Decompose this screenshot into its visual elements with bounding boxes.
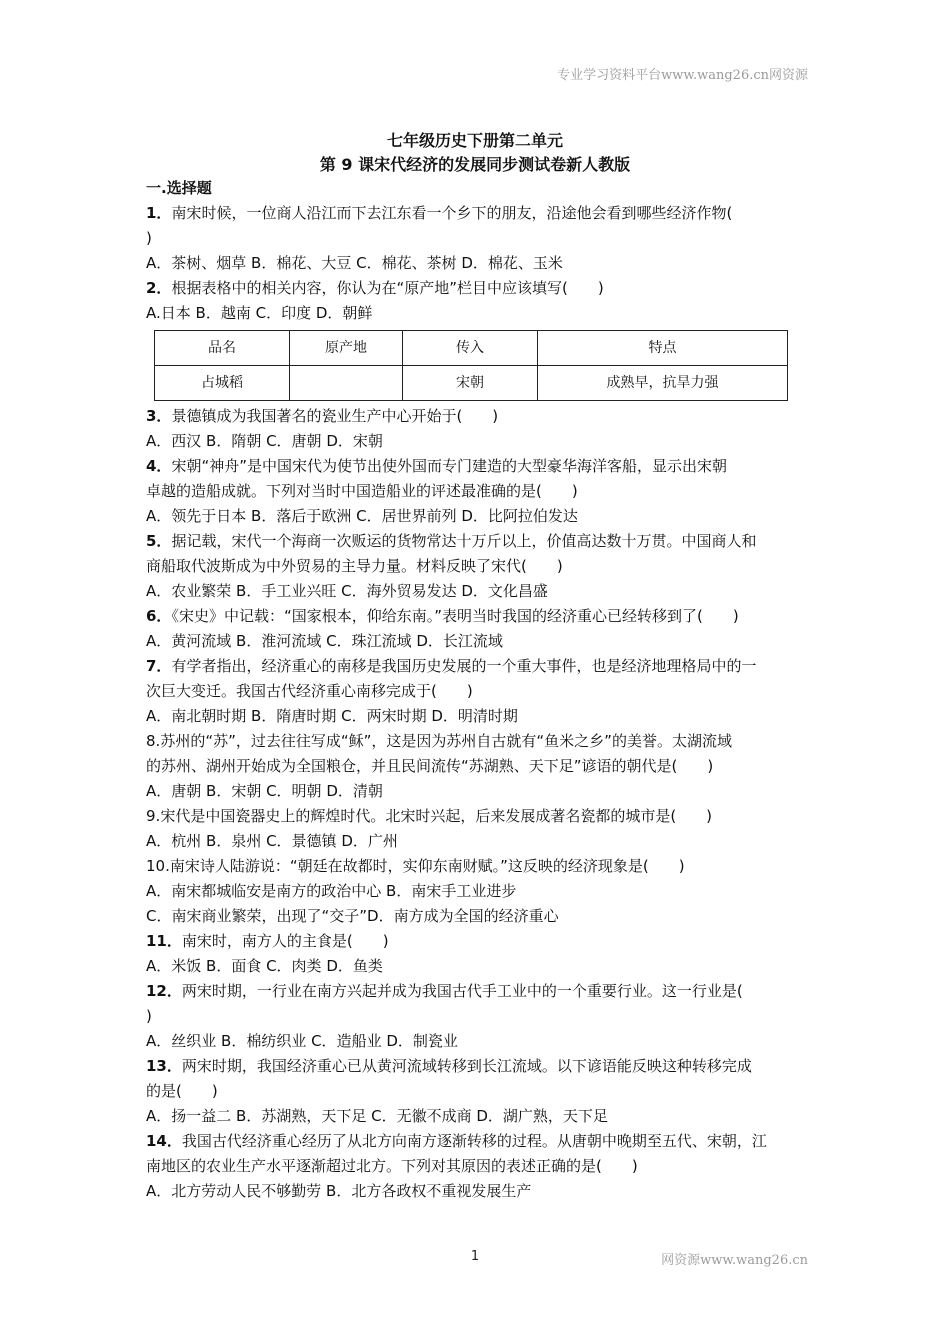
table-header-cell: 传入	[403, 331, 538, 366]
question-options: A．杭州 B．泉州 C．景德镇 D．广州	[146, 832, 398, 850]
question-options: A．扬一益二 B．苏湖熟，天下足 C．无徽不成商 D．湖广熟，天下足	[146, 1107, 608, 1125]
question-text-cont: )	[146, 1007, 152, 1025]
question-text-cont: 南地区的农业生产水平逐渐超过北方。下列对其原因的表述正确的是( )	[146, 1157, 638, 1175]
question-text: 两宋时期，一行业在南方兴起并成为我国古代手工业中的一个重要行业。这一行业是(	[181, 982, 743, 1000]
question-text-cont: 卓越的造船成就。下列对当时中国造船业的评述最准确的是( )	[146, 482, 578, 500]
table-cell-blank	[290, 366, 403, 401]
question-number: 12．	[146, 982, 182, 1000]
question-1	[146, 201, 810, 226]
question-text: 南宋时，南方人的主食是( )	[181, 932, 389, 950]
question-text: 两宋时期，我国经济重心已从黄河流域转移到长江流域。以下谚语能反映这种转移完成	[181, 1057, 752, 1075]
question-number: 13．	[146, 1057, 182, 1075]
question-8	[146, 729, 810, 754]
question-text: 苏州的“苏”，过去往往写成“稣”，这是因为苏州自古就有“鱼米之乡”的美誉。太湖流域	[160, 732, 732, 750]
question-5	[146, 529, 810, 554]
table-cell: 成熟早，抗旱力强	[538, 366, 788, 401]
question-3	[146, 404, 810, 429]
question-14	[146, 1129, 810, 1154]
footer-watermark: 网资源www.wang26.cn	[661, 1253, 808, 1268]
question-text: 我国古代经济重心经历了从北方向南方逐渐转移的过程。从唐朝中晚期至五代、宋朝，江	[181, 1132, 767, 1150]
question-options: A．茶树、烟草 B．棉花、大豆 C．棉花、茶树 D．棉花、玉米	[146, 254, 563, 272]
question-options: C．南宋商业繁荣，出现了“交子”D．南方成为全国的经济重心	[146, 907, 559, 925]
doc-title-line1: 七年级历史下册第二单元	[386, 131, 563, 150]
question-number: 5．	[146, 532, 172, 550]
question-number: 2．	[146, 279, 172, 297]
rice-info-table	[154, 330, 788, 401]
header-watermark: 专业学习资料平台www.wang26.cn网资源	[557, 68, 808, 83]
question-text-cont: 的苏州、湖州开始成为全国粮仓，并且民间流传“苏湖熟、天下足”谚语的朝代是( )	[146, 757, 714, 775]
question-number: 7．	[146, 657, 172, 675]
question-text-cont: )	[146, 229, 152, 247]
question-number: 10.	[146, 857, 170, 875]
table-header-row	[155, 331, 788, 366]
question-text: 宋朝“神舟”是中国宋代为使节出使外国而专门建造的大型豪华海洋客船，显示出宋朝	[171, 457, 727, 475]
document-body	[146, 176, 810, 1204]
question-options: A．丝织业 B．棉纺织业 C．造船业 D．制瓷业	[146, 1032, 458, 1050]
question-number: 6．	[146, 607, 172, 625]
table-cell: 占城稻	[155, 366, 290, 401]
page-number: 1	[470, 1249, 480, 1264]
question-4	[146, 454, 810, 479]
table-header-cell: 品名	[155, 331, 290, 366]
question-number: 9.	[146, 807, 161, 825]
question-text: 南宋时候，一位商人沿江而下去江东看一个乡下的朋友，沿途他会看到哪些经济作物(	[171, 204, 733, 222]
table-header-cell: 原产地	[290, 331, 403, 366]
question-text: 南宋诗人陆游说：“朝廷在故都时，实仰东南财赋。”这反映的经济现象是( )	[169, 857, 685, 875]
question-2	[146, 276, 810, 301]
question-number: 4．	[146, 457, 172, 475]
question-options: A．南北朝时期 B．隋唐时期 C．两宋时期 D．明清时期	[146, 707, 518, 725]
question-number: 8.	[146, 732, 161, 750]
question-options: A．农业繁荣 B．手工业兴旺 C．海外贸易发达 D．文化昌盛	[146, 582, 548, 600]
question-10	[146, 854, 810, 879]
question-options: A．黄河流域 B．淮河流域 C．珠江流域 D．长江流域	[146, 632, 503, 650]
question-9	[146, 804, 810, 829]
question-options: A．唐朝 B．宋朝 C．明朝 D．清朝	[146, 782, 383, 800]
question-6	[146, 604, 810, 629]
question-11	[146, 929, 810, 954]
question-text: 宋代是中国瓷器史上的辉煌时代。北宋时兴起，后来发展成著名瓷都的城市是( )	[160, 807, 713, 825]
question-options: A．南宋都城临安是南方的政治中心 B．南宋手工业进步	[146, 882, 517, 900]
question-text: 《宋史》中记载：“国家根本，仰给东南。”表明当时我国的经济重心已经转移到了( )	[171, 607, 739, 625]
question-text-cont: 次巨大变迁。我国古代经济重心南移完成于( )	[146, 682, 473, 700]
question-options: A．西汉 B．隋朝 C．唐朝 D．宋朝	[146, 432, 383, 450]
section-heading: 一.选择题	[146, 179, 212, 197]
table-cell: 宋朝	[403, 366, 538, 401]
question-text: 景德镇成为我国著名的瓷业生产中心开始于( )	[171, 407, 499, 425]
question-options: A．领先于日本 B．落后于欧洲 C．居世界前列 D．比阿拉伯发达	[146, 507, 578, 525]
question-number: 11．	[146, 932, 182, 950]
doc-title-line2: 第 9 课宋代经济的发展同步测试卷新人教版	[319, 155, 631, 174]
question-number: 3．	[146, 407, 172, 425]
question-12	[146, 979, 810, 1004]
table-row	[155, 366, 788, 401]
question-7	[146, 654, 810, 679]
question-options: A．米饭 B．面食 C．肉类 D．鱼类	[146, 957, 383, 975]
question-13	[146, 1054, 810, 1079]
question-text-cont: 的是( )	[146, 1082, 218, 1100]
table-header-cell: 特点	[538, 331, 788, 366]
question-number: 1．	[146, 204, 172, 222]
question-text: 有学者指出，经济重心的南移是我国历史发展的一个重大事件，也是经济地理格局中的一	[171, 657, 757, 675]
question-text: 据记载，宋代一个海商一次贩运的货物常达十万斤以上，价值高达数十万贯。中国商人和	[171, 532, 757, 550]
question-text-cont: 商船取代波斯成为中外贸易的主导力量。材料反映了宋代( )	[146, 557, 563, 575]
question-options: A.日本 B．越南 C．印度 D．朝鲜	[146, 304, 373, 322]
question-options: A．北方劳动人民不够勤劳 B．北方各政权不重视发展生产	[146, 1182, 532, 1200]
question-text: 根据表格中的相关内容，你认为在“原产地”栏目中应该填写( )	[171, 279, 604, 297]
question-number: 14．	[146, 1132, 182, 1150]
